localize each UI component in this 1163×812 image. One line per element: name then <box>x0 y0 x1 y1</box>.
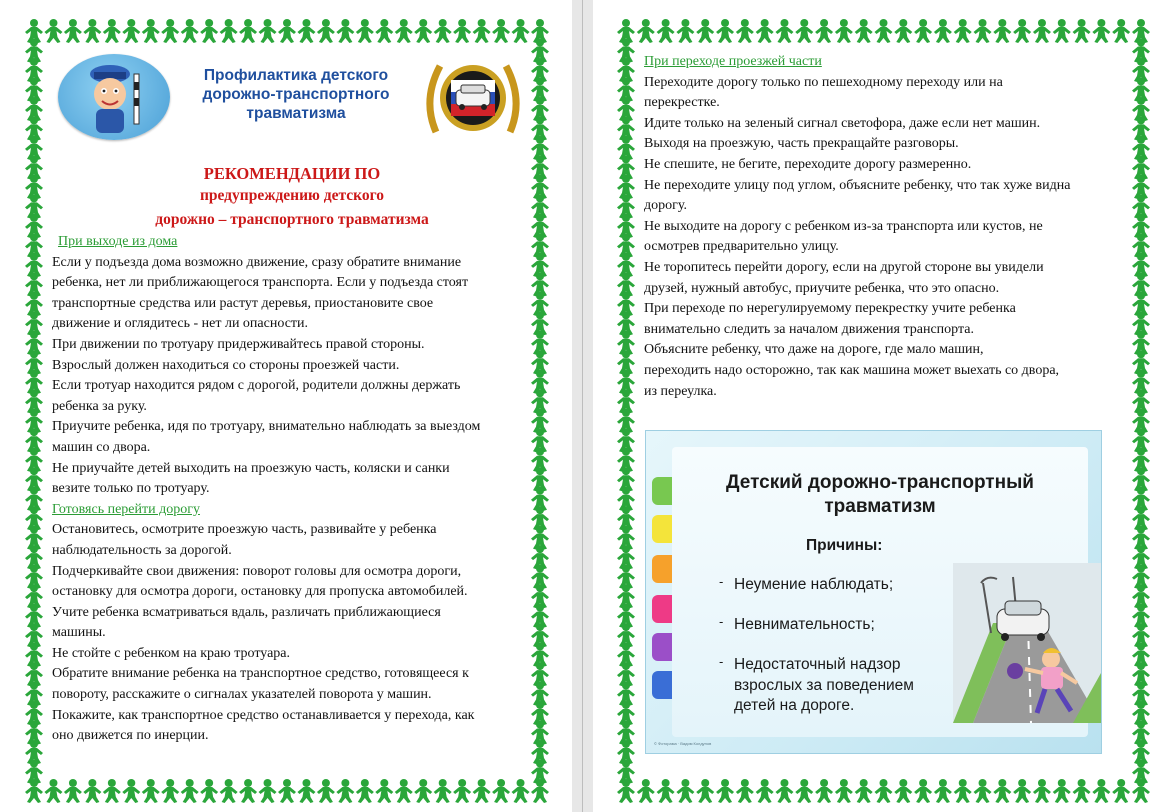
border-figure-icon <box>83 779 101 803</box>
text-line: друзей, нужный автобус, приучите ребенка, что это опасно. <box>644 280 1000 296</box>
text-line: повороту, расскажите о сигналах указателей поворота у машин. <box>52 687 432 703</box>
border-figure-icon <box>1013 19 1031 43</box>
text-line: переходить надо осторожно, так как машина может выехать со двора, <box>644 362 1060 378</box>
border-figure-icon <box>696 779 714 803</box>
cause-item: - Невнимательность; <box>719 614 875 633</box>
border-figure-icon <box>103 779 121 803</box>
border-figure-icon <box>512 19 530 43</box>
text-line: остановку для осмотра дороги, остановку для пропуска автомобилей. <box>52 584 468 600</box>
border-figure-icon <box>914 19 932 43</box>
text-line: транспортные средства или растут деревья, приостановите свое <box>52 295 434 311</box>
border-figure-icon <box>637 779 655 803</box>
border-figure-icon <box>278 19 296 43</box>
traffic-inspector-logo <box>58 54 170 140</box>
text-line: движение и оглядитесь - нет ли опасности. <box>52 316 309 332</box>
border-figure-icon <box>375 779 393 803</box>
border-figure-icon <box>44 779 62 803</box>
slide-subtitle: Причины: <box>806 537 883 554</box>
border-figure-icon <box>259 779 277 803</box>
border-figure-icon <box>756 19 774 43</box>
border-figure-icon <box>894 19 912 43</box>
slide-credit: © Фоторама · Вадим Колдунов <box>654 741 712 746</box>
section-text-preparing-to-cross <box>52 520 532 747</box>
text-line: везите только по тротуару. <box>52 481 210 497</box>
border-figure-icon <box>220 19 238 43</box>
border-figure-icon <box>716 779 734 803</box>
text-line: Объясните ребенку, что даже на дороге, где мало машин, <box>644 342 984 358</box>
border-figure-icon <box>676 779 694 803</box>
border-figure-icon <box>239 779 257 803</box>
header-banner <box>52 44 532 154</box>
border-figure-icon <box>736 779 754 803</box>
text-line: машин со двора. <box>52 439 151 455</box>
border-figure-icon <box>914 779 932 803</box>
border-figure-icon <box>200 779 218 803</box>
border-figure-icon <box>875 19 893 43</box>
text-line: Не спешите, не бегите, переходите дорогу размеренно. <box>644 156 972 172</box>
border-figure-icon <box>736 19 754 43</box>
border-figure-icon <box>657 19 675 43</box>
border-figure-icon <box>696 19 714 43</box>
text-line: дорогу. <box>644 198 687 214</box>
text-line: машины. <box>52 625 106 641</box>
text-line: При переходе по нерегулируемому перекрестку учите ребенка <box>644 301 1016 317</box>
border-figure-icon <box>142 19 160 43</box>
border-figure-icon <box>356 779 374 803</box>
border-figure-icon <box>934 779 952 803</box>
border-figure-icon <box>795 779 813 803</box>
text-line: Учите ребенка всматриваться вдаль, различать приближающиеся <box>52 604 441 620</box>
right-page-content <box>644 52 1124 402</box>
border-figure-icon <box>775 779 793 803</box>
border-figure-icon <box>954 779 972 803</box>
border-figure-icon <box>875 779 893 803</box>
border-figure-icon <box>414 779 432 803</box>
border-figure-icon <box>473 779 491 803</box>
border-figure-icon <box>64 19 82 43</box>
border-figure-icon <box>44 19 62 43</box>
recommendations-title: РЕКОМЕНДАЦИИ ПО <box>203 164 381 183</box>
border-figure-icon <box>795 19 813 43</box>
border-figure-icon <box>492 19 510 43</box>
cause-text: Неумение наблюдать; <box>734 576 894 593</box>
text-line: оно движется по инерции. <box>52 728 209 744</box>
cause-text-line: Недостаточный надзор <box>734 656 901 673</box>
border-figure-icon <box>395 19 413 43</box>
border-figure-icon <box>161 19 179 43</box>
text-line: Если тротуар находится рядом с дорогой, родители должны держать <box>52 378 461 394</box>
text-line: Остановитесь, осмотрите проезжую часть, развивайте у ребенка <box>52 522 437 538</box>
border-figure-icon <box>336 19 354 43</box>
border-figure-icon <box>676 19 694 43</box>
border-figure-icon <box>954 19 972 43</box>
causes-slide-image <box>645 430 1102 754</box>
border-figure-icon <box>974 779 992 803</box>
slide-title-line: Детский дорожно-транспортный <box>725 472 1034 493</box>
recommendations-subtitle: предупреждению детского <box>199 187 385 204</box>
text-line: Не выходите на дорогу с ребенком из-за транспорта или кустов, не <box>644 218 1043 234</box>
banner-title: Профилактика детского дорожно-транспортного травматизма <box>202 67 390 122</box>
border-figure-icon <box>103 19 121 43</box>
border-figure-icon <box>993 779 1011 803</box>
section-heading-leaving-home: При выходе из дома <box>58 234 178 249</box>
slide-title <box>672 471 1088 519</box>
border-figure-icon <box>142 779 160 803</box>
border-figure-icon <box>375 19 393 43</box>
recommendations-subtitle-2: дорожно – транспортного травматизма <box>155 211 429 228</box>
left-page-content <box>52 44 532 747</box>
border-figure-icon <box>356 19 374 43</box>
page-gutter <box>572 0 593 812</box>
border-figure-icon <box>317 779 335 803</box>
border-figure-icon <box>1053 19 1071 43</box>
border-figure-icon <box>855 19 873 43</box>
border-figure-icon <box>317 19 335 43</box>
border-figure-icon <box>657 779 675 803</box>
border-figure-icon <box>239 19 257 43</box>
border-figure-icon <box>395 779 413 803</box>
border-figure-icon <box>1112 19 1130 43</box>
border-figure-icon <box>775 19 793 43</box>
border-figure-icon <box>1053 779 1071 803</box>
border-figure-icon <box>637 19 655 43</box>
border-figure-icon <box>716 19 734 43</box>
text-line: Идите только на зеленый сигнал светофора, даже если нет машин. <box>644 115 1041 131</box>
section-heading-preparing-to-cross: Готовясь перейти дорогу <box>52 501 200 517</box>
cause-text-line: взрослых за поведением <box>734 676 914 694</box>
border-figure-icon <box>1112 779 1130 803</box>
text-line: Подчеркивайте свои движения: поворот головы для осмотра дороги, <box>52 563 462 579</box>
border-figure-icon <box>894 779 912 803</box>
border-figure-icon <box>434 19 452 43</box>
text-line: внимательно следить за началом движения транспорта. <box>644 321 974 337</box>
border-figure-icon <box>974 19 992 43</box>
text-line: Выходя на проезжую, часть прекращайте разговоры. <box>644 136 959 152</box>
text-line: Переходите дорогу только по пешеходному переходу или на <box>644 74 1003 90</box>
border-figure-icon <box>1013 779 1031 803</box>
cause-text: Невнимательность; <box>734 616 875 633</box>
section-text-leaving-home <box>52 253 532 500</box>
border-figure-icon <box>414 19 432 43</box>
section-text-crossing-road <box>644 73 1124 403</box>
text-line: При движении по тротуару придерживайтесь правой стороны. <box>52 336 425 352</box>
text-line: Приучите ребенка, идя по тротуару, внимательно наблюдать за выездом <box>52 419 481 435</box>
text-line: осмотрев предварительно улицу. <box>644 239 839 255</box>
border-figure-icon <box>815 779 833 803</box>
border-figure-icon <box>934 19 952 43</box>
text-line: перекрестке. <box>644 95 720 111</box>
border-figure-icon <box>200 19 218 43</box>
border-figure-icon <box>122 779 140 803</box>
cause-item: - Недостаточный надзор взрослых за поведением детей на дороге. <box>734 655 914 717</box>
border-figure-icon <box>815 19 833 43</box>
cause-text-line: детей на дороге. <box>734 697 855 714</box>
border-figure-icon <box>1073 19 1091 43</box>
section-heading-crossing-road: При переходе проезжей части <box>644 54 822 69</box>
border-figure-icon <box>297 779 315 803</box>
border-figure-icon <box>453 19 471 43</box>
border-figure-icon <box>1033 19 1051 43</box>
border-figure-icon <box>83 19 101 43</box>
text-line: из переулка. <box>644 383 717 399</box>
slide-title-line: травматизм <box>824 496 936 517</box>
text-line: Не торопитесь перейти дорогу, если на другой стороне вы увидели <box>644 259 1044 275</box>
border-figure-icon <box>336 779 354 803</box>
text-line: Покажите, как транспортное средство останавливается у перехода, как <box>52 707 475 723</box>
border-figure-icon <box>855 779 873 803</box>
text-line: наблюдательность за дорогой. <box>52 542 232 558</box>
border-figure-icon <box>122 19 140 43</box>
border-figure-icon <box>453 779 471 803</box>
border-figure-icon <box>512 779 530 803</box>
border-figure-icon <box>473 19 491 43</box>
border-figure-icon <box>434 779 452 803</box>
border-figure-icon <box>278 779 296 803</box>
border-figure-icon <box>756 779 774 803</box>
road-accident-illustration <box>953 563 1101 723</box>
border-figure-icon <box>993 19 1011 43</box>
border-figure-icon <box>297 19 315 43</box>
border-figure-icon <box>181 19 199 43</box>
border-figure-icon <box>835 19 853 43</box>
traffic-police-emblem <box>418 56 528 142</box>
border-figure-icon <box>835 779 853 803</box>
border-figure-icon <box>220 779 238 803</box>
text-line: Взрослый должен находиться со стороны проезжей части. <box>52 357 400 373</box>
border-figure-icon <box>259 19 277 43</box>
text-line: Если у подъезда дома возможно движение, сразу обратите внимание <box>52 254 462 270</box>
border-figure-icon <box>64 779 82 803</box>
slide-panel <box>672 447 1088 737</box>
text-line: Не переходите улицу под углом, объясните ребенку, что так хуже видна <box>644 177 1071 193</box>
text-line: Обратите внимание ребенка на транспортное средство, готовящееся к <box>52 666 469 682</box>
border-figure-icon <box>1033 779 1051 803</box>
border-figure-icon <box>161 779 179 803</box>
text-line: ребенка за руку. <box>52 398 147 414</box>
text-line: Не приучайте детей выходить на проезжую часть, коляски и санки <box>52 460 450 476</box>
border-figure-icon <box>1073 779 1091 803</box>
text-line: ребенка, нет ли приближающегося транспорта. Если у подъезда стоят <box>52 275 469 291</box>
cause-item: - Неумение наблюдать; <box>719 574 894 593</box>
text-line: Не стойте с ребенком на краю тротуара. <box>52 645 291 661</box>
border-figure-icon <box>1092 779 1110 803</box>
border-figure-icon <box>1092 19 1110 43</box>
border-figure-icon <box>492 779 510 803</box>
border-figure-icon <box>181 779 199 803</box>
